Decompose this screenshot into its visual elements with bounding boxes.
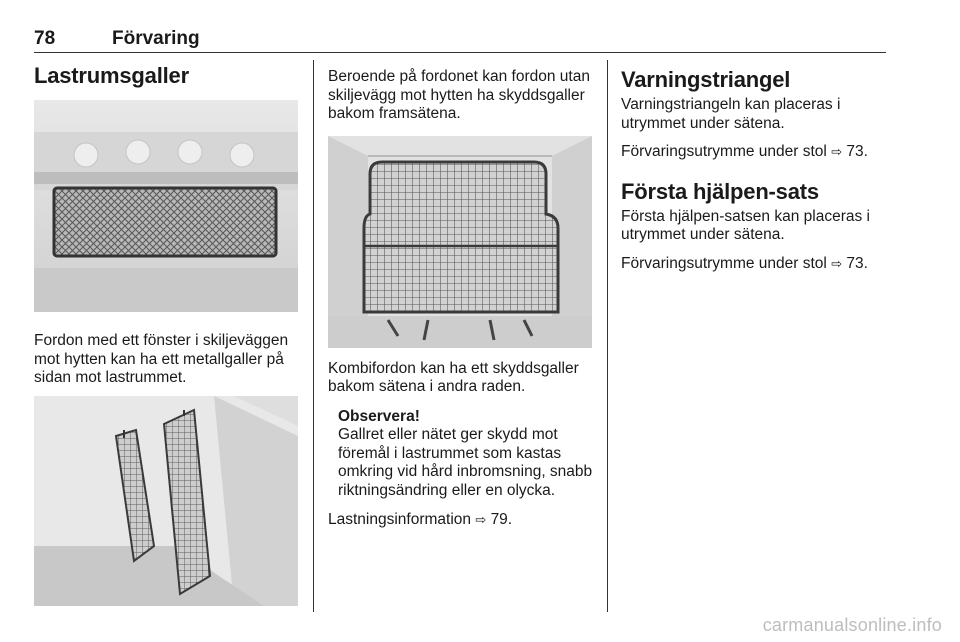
figure-safety-grille-front-seats bbox=[328, 136, 592, 348]
reference-loading-info[interactable] bbox=[328, 511, 594, 530]
page-number: 78 bbox=[34, 28, 56, 49]
figure-cargo-partition-window bbox=[34, 100, 298, 312]
note-title: Observera! bbox=[338, 407, 420, 425]
page-reference-icon: ⇨ bbox=[475, 512, 487, 527]
reference-text: Förvaringsutrymme under stol bbox=[621, 143, 827, 160]
reference-page: 73. bbox=[846, 254, 868, 272]
chapter-title: Förvaring bbox=[112, 28, 200, 49]
paragraph-front-seat-guard: Beroende på fordonet kan fordon utan skiljevägg mot hytten ha skyddsgaller bakom framsätena. bbox=[328, 68, 590, 122]
column-1 bbox=[34, 62, 300, 606]
page-header bbox=[34, 26, 886, 53]
reference-text: Förvaringsutrymme under stol bbox=[621, 254, 827, 272]
note-text: Gallret eller nätet ger skydd mot föremål i lastrummet som kastas omkring vid hård inbromsning, snabb riktningsändring eller en olycka. bbox=[338, 426, 593, 499]
section-title-first-aid-kit: Första hjälpen-sats bbox=[621, 178, 819, 204]
reference-text: Lastningsinformation bbox=[328, 511, 472, 528]
paragraph-first-aid-kit: Första hjälpen-satsen kan placeras i utrymmet under sätena. bbox=[621, 207, 870, 243]
section-title-warning-triangle: Varningstriangel bbox=[621, 67, 791, 92]
page-reference-icon: ⇨ bbox=[831, 255, 843, 271]
reference-page: 73. bbox=[846, 143, 868, 160]
reference-page: 79. bbox=[490, 511, 513, 528]
paragraph-second-row-guard: Kombifordon kan ha ett skyddsgaller bakom sätena i andra raden. bbox=[328, 359, 579, 395]
page-reference-icon: ⇨ bbox=[831, 144, 843, 159]
paragraph-window-partition: Fordon med ett fönster i skiljeväggen mot hytten kan ha ett metallgaller på sidan mot lastrummet. bbox=[34, 332, 289, 386]
reference-storage-under-seat-2[interactable] bbox=[621, 255, 886, 274]
figure-cargo-partition-side bbox=[34, 396, 298, 606]
column-divider-left bbox=[313, 60, 314, 612]
column-3 bbox=[621, 62, 886, 273]
reference-storage-under-seat-1[interactable] bbox=[621, 143, 886, 162]
section-title-lastrumsgaller: Lastrumsgaller bbox=[34, 63, 189, 88]
note-block bbox=[338, 408, 594, 501]
paragraph-warning-triangle: Varningstriangeln kan placeras i utrymmet under sätena. bbox=[621, 96, 841, 132]
watermark: carmanualsonline.info bbox=[762, 615, 942, 635]
column-2 bbox=[328, 62, 594, 530]
column-divider-right bbox=[607, 60, 608, 612]
